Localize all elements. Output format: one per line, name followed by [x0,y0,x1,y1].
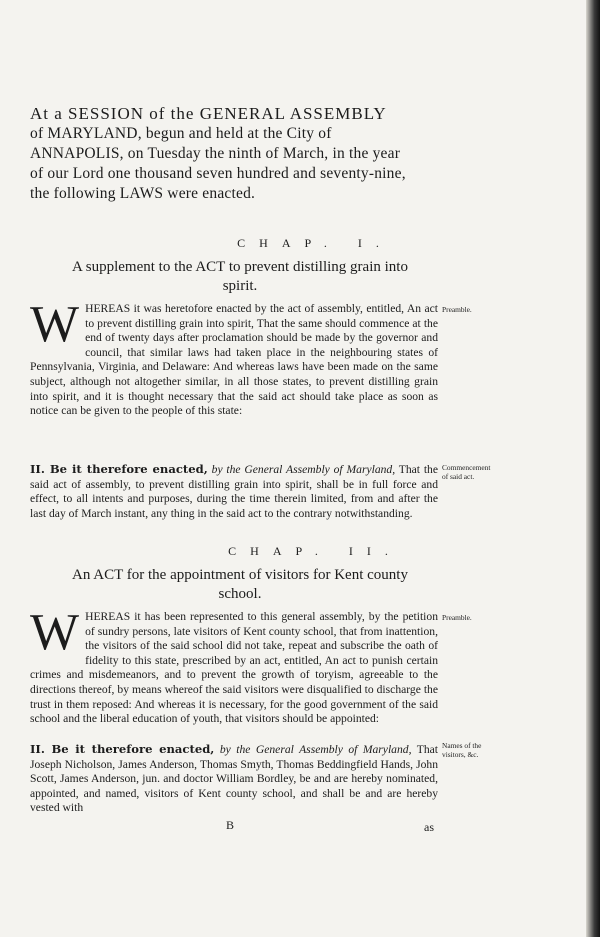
chapter-1-preamble [30,296,438,419]
drop-cap: W [30,604,80,661]
margin-note: Preamble. [442,305,472,314]
paragraph-text: That the said act of assembly, to prevent distilling grain into spirit, shall be in full force and effect, to all intents and purposes, during the time therein limited, from and after the last day of March instant, any thing in the said act to the contrary notwithstanding. [30,463,438,520]
paragraph-text: HEREAS it has been represented to this general assembly, by the petition of sundry persons, late visitors of Kent county school, that from inattention, the visitors of the said school did not take, repeat and subscribe the oath of fidelity to this state, prescribed by an act, entitled, An act to punish certain crimes and misdemeanors, and to prevent the growth of toryism, agreeable to the directions thereof, by means whereof the said visitors were disqualified to discharge the trust in them reposed: And whereas it is necessary, for the good government of the said school and the liberal education of youth, that visitors should be appointed: [30,610,438,726]
catchword: as [424,820,434,834]
heading-line: of our Lord one thousand seven hundred and seventy-nine, [30,165,406,182]
paragraph-text: That Joseph Nicholson, James Anderson, Thomas Smyth, Thomas Beddingfield Hands, John Scott, James Anderson, jun. and doctor William Bordley, be and are hereby nominated, appointed, and named, visitors of Kent county school, and shall be and are hereby vested with [30,743,438,815]
enact-italic: by the General Assembly of Maryland, [219,743,412,756]
chapter-2-enactment [30,742,438,816]
title-line: A supplement to the ACT to prevent distilling grain into [72,259,408,275]
chapter-1-label: CHAP. I. [237,236,393,250]
drop-cap: W [30,296,80,353]
heading-line: ANNAPOLIS, on Tuesday the ninth of March, in the year [30,145,401,162]
margin-note: Names of the visitors, &c. [442,741,482,759]
heading-line: of MARYLAND, begun and held at the City of [30,125,332,142]
title-line: spirit. [222,278,258,294]
margin-note: Commencement of said act. [442,463,491,481]
paragraph-text: HEREAS it was heretofore enacted by the act of assembly, entitled, An act to prevent distilling grain into spirit, That the same should commence at the end of twenty days after proclamation should be made by the governor and council, that similar laws had taken place in the neighbouring states of Pennsylvania, Virginia, and Delaware: And whereas laws have been made on the same subject, although not altogether similar, in all those states, to prevent distilling grain into spirit, and it is thought necessary that the said act should take place as soon as notice can be given to the people of this state: [30,302,438,418]
heading-line: At a SESSION of the GENERAL ASSEMBLY [30,104,387,123]
chapter-1-enactment [30,462,438,521]
enact-prefix: II. Be it therefore enacted, [30,462,208,476]
chapter-2-title [30,566,450,604]
chapter-2-preamble [30,604,438,727]
chapter-2-label: CHAP. II. [228,544,402,558]
title-line: school. [218,586,262,602]
enact-italic: by the General Assembly of Maryland, [211,463,396,476]
heading-line: the following LAWS were enacted. [30,185,256,202]
session-heading [30,104,448,204]
page-binding-edge [586,0,600,937]
chapter-1-title [30,258,450,296]
enact-prefix: II. Be it therefore enacted, [30,742,215,756]
signature-mark: B [226,818,235,832]
margin-note: Preamble. [442,613,472,622]
title-line: An ACT for the appointment of visitors for Kent county [72,567,408,583]
